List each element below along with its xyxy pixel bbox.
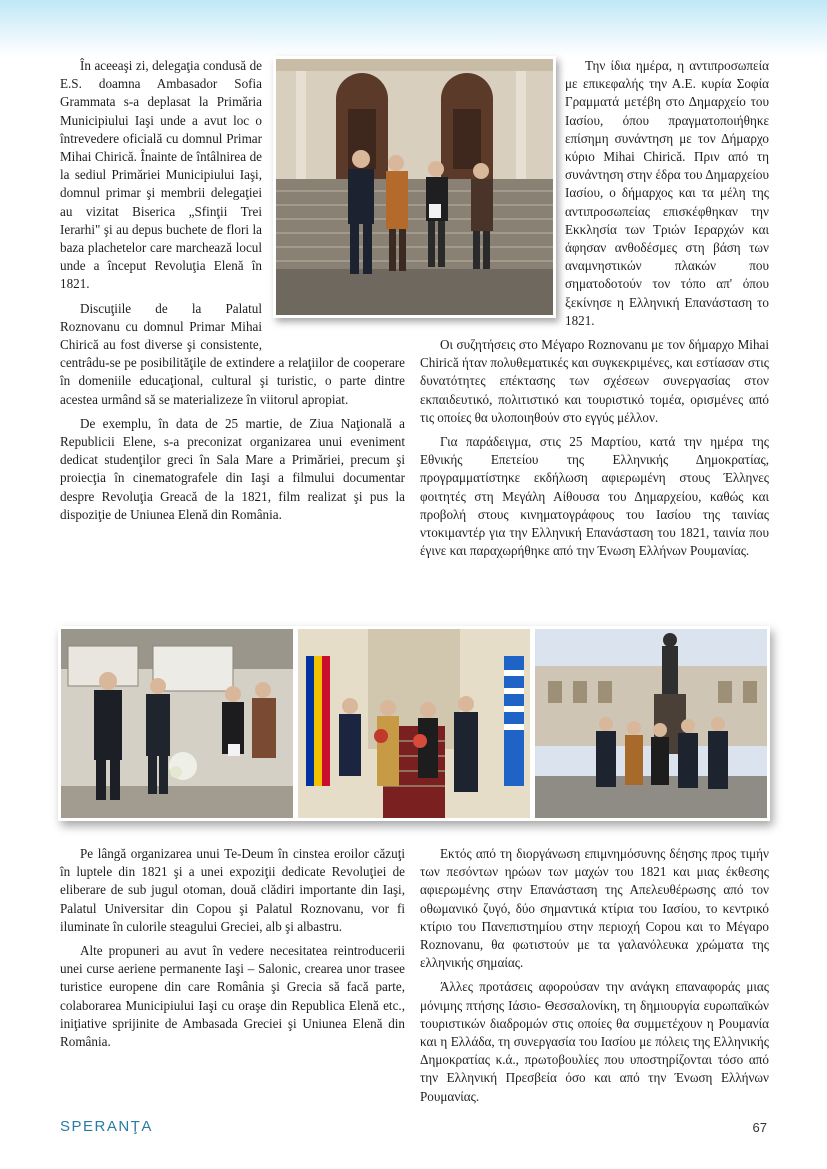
romanian-column-bottom <box>60 845 405 1051</box>
header-band <box>0 0 827 56</box>
paragraph <box>60 57 405 294</box>
page-number: 67 <box>752 1120 767 1135</box>
paragraph: Pe lângă organizarea unui Te-Deum în cinstea eroilor căzuţi în luptele din 1821 şi a unei expoziţii dedicate Revoluţiei de eliberare de sub jugul otoman, două clădiri importante din Iaşi, Palatul Universitar din Copou şi Palatul Roznovanu, vor fi iluminate în culorile steagului Greciei, alb şi albastru. <box>60 846 405 934</box>
greek-column-top <box>420 57 769 560</box>
paragraph: Εκτός από τη διοργάνωση επιμνημόσυνης δέησης προς τιμήν των πεσόντων ηρώων των μαχών του 1821 και μιας έκθεσης αφιερωμένης στην Επανάσταση της Απελευθέρωσης από τον οθωμανικό ζυγό, δύο σημαντικά κτίρια του Ιασίου, το κεντρικό κτίριο του Πανεπιστημίου στην περιοχή Copou και το Μέγαρο Roznovanu, θα φωτιστούν με τα γαλανόλευκα χρώματα της ελληνικής σημαίας. <box>420 846 769 971</box>
paragraph <box>420 57 769 330</box>
greek-column-bottom <box>420 845 769 1106</box>
paragraph: Οι συζητήσεις στο Μέγαρο Roznovanu με τον δήμαρχο Mihai Chirică ήταν πολυθεματικές και συγκεκριμένες, και εστίασαν στις δυνατότητες επέκτασης των σχέσεων συνεργασίας στον εκπαιδευτικό, πολιτιστικό και τουριστικό τομέα, ορισμένες από τις οποίες θα υλοποιηθούν στο εγγύς μέλλον. <box>420 337 769 425</box>
paragraph-text: Την ίδια ημέρα, η αντιπροσωπεία με επικεφαλής την Α.Ε. κυρία Σοφία Γραμματά μετέβη στο Δημαρχείο του Ιασίου, όπου πραγματοποιήθηκε επίσημη συνάντηση με τον Δήμαρχο κύριο Mihai Chirică. Πριν από τη συνάντηση στην έδρα του Δημαρχείου Ιασίου, ο δήμαρχος και τα μέλη της αντιπροσωπείας επισκέφθηκαν την Εκκλησία των Τριών Ιεραρχών και άφησαν ανθοδέσμες στη βάση των αναμνηστικών πλακών που σηματοδοτούν τον τόπο απ' όπου ξεκίνησε η Ελληνική Επανάσταση το 1821. <box>565 58 769 328</box>
photo-wrap-space <box>420 57 565 319</box>
paragraph: Alte propuneri au avut în vedere necesitatea reintroducerii unei curse aeriene permanente Iaşi – Salonic, crearea unor trasee turistice europene din care România şi Grecia să facă parte, colaborarea Municipiului Iaşi cu oraşe din Republica Elenă etc., iniţiative sprijinite de Ambasada Greciei şi Uniunea Elenă din România. <box>60 943 405 1050</box>
photo-church-plaques <box>61 629 293 818</box>
romanian-column-top <box>60 57 405 524</box>
photo-statue-square <box>535 629 767 818</box>
photo-strip <box>58 626 770 821</box>
paragraph-text: În aceeaşi zi, delegaţia condusă de E.S. doamna Ambasador Sofia Grammata s-a deplasat la Primăria Municipiului Iaşi unde a avut loc o întrevedere oficială cu domnul Primar Mihai Chirică. Înainte de întâlnirea de la sediul Primăriei Municipiului Iaşi, domnul primar şi membrii delegaţiei au vizitat Biserica „Sfinţii Trei Ierarhi" şi au depus buchete de flori la baza plachetelor care marchează locul unde a început Revoluţia Elenă în 1821. <box>60 58 262 292</box>
paragraph: De exemplu, în data de 25 martie, de Ziua Naţională a Republicii Elene, s-a preconizat organizarea unui eveniment dedicat studenţilor greci în Sala Mare a Primăriei, precum şi proiecţia în cinematografele din Iaşi a filmului documentar despre Revoluţia Greacă de la 1821, film realizat şi pus la dispoziţie de Uniunea Elenă din România. <box>60 415 405 522</box>
photo-hall-flags <box>298 629 530 818</box>
photo-wrap-space <box>262 57 405 343</box>
paragraph: Discuţiile de la Palatul Roznovanu cu domnul Primar Mihai Chirică au fost diverse şi consistente, centrâdu-se pe posibilităţile de extindere a relaţiilor de cooperare în domeniile educaţional, cultural şi turistic, o parte dintre acestea urmând să se materializeze în viitorul apropiat. <box>60 300 405 407</box>
paragraph: Για παράδειγμα, στις 25 Μαρτίου, κατά την ημέρα της Εθνικής Επετείου της Ελληνικής Δημοκρατίας, προγραμματίστηκε εκδήλωση αφιερωμένη στους Έλληνες φοιτητές στη Μεγάλη Αίθουσα του Δημαρχείου, καθώς και προβολή στους κινηματογράφους του Ιασίου της ταινίας ντοκιμαντέρ για την Ελληνική Επανάσταση του 1821, ταινία που έγινε και παραχωρήθηκε από την Ένωση Ελλήνων Ρουμανίας. <box>420 434 769 559</box>
paragraph: Άλλες προτάσεις αφορούσαν την ανάγκη επαναφοράς μιας μόνιμης πτήσης Ιάσιο- Θεσσαλονίκη, τη δημιουργία ευρωπαϊκών τουριστικών διαδρομών στις οποίες θα συμμετέχουν η Ρουμανία και η Ελλάδα, τη συνεργασία του Ιασίου με πόλεις της Ελληνικής Δημοκρατίας κ.ά., πρωτοβουλίες που υποστηρίζονται τόσο από την Ελληνική Πρεσβεία όσο και από την Ένωση Ελλήνων Ρουμανίας. <box>420 979 769 1104</box>
magazine-brand: SPERANŢA <box>60 1118 153 1135</box>
